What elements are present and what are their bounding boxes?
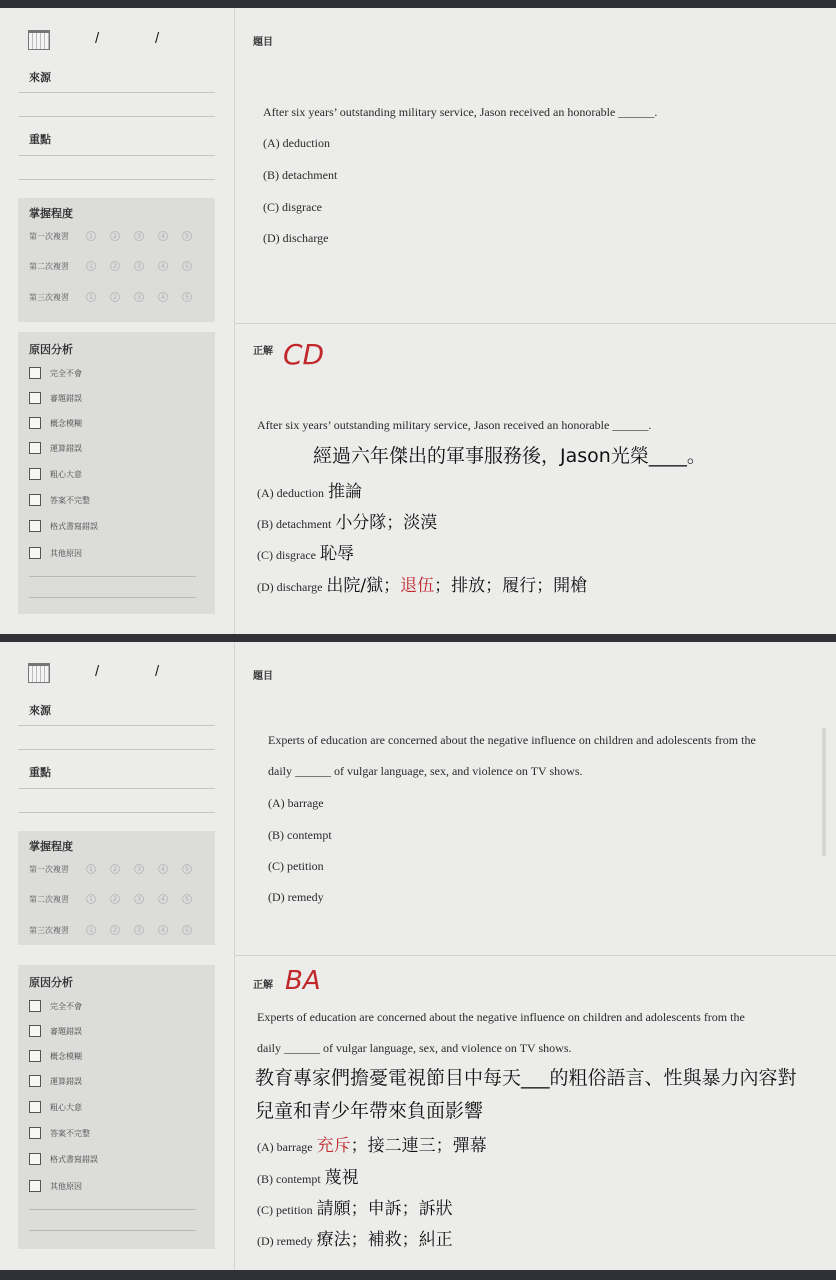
source-label: 來源	[29, 704, 51, 717]
reason-item[interactable]: 格式書寫錯誤	[29, 520, 98, 532]
level-3[interactable]: 3	[134, 864, 144, 874]
checkbox[interactable]	[29, 1000, 41, 1012]
reason-item[interactable]: 粗心大意	[29, 1101, 82, 1113]
level-2[interactable]: 2	[110, 231, 120, 241]
level-3[interactable]: 3	[134, 261, 144, 271]
handwritten-translation: 教育專家們擔憂電視節目中每天___的粗俗語言、性與暴力內容對兒童和青少年帶來負面影響	[255, 1067, 797, 1122]
reason-item[interactable]: 運算錯誤	[29, 442, 82, 454]
checkbox[interactable]	[29, 442, 41, 454]
level-5[interactable]: 5	[182, 864, 192, 874]
option: (C) disgrace	[263, 200, 322, 214]
level-3[interactable]: 3	[134, 231, 144, 241]
question-text: Experts of education are concerned about the negative influence on children and adolescents from the	[268, 733, 756, 747]
question-area	[235, 8, 836, 323]
handwritten-answer: CD	[283, 338, 325, 371]
answer-question-text: Experts of education are concerned about the negative influence on children and adolescents from the	[257, 1010, 745, 1024]
date-separator: /	[95, 663, 100, 680]
answer-label: 正解	[253, 346, 273, 357]
handwritten-translation: 經過六年傑出的軍事服務後，Jason光榮____。	[313, 445, 706, 467]
level-4[interactable]: 4	[158, 261, 168, 271]
answer-option: (D) remedy 療法；補救；糾正	[257, 1230, 453, 1250]
answer-option: (C) petition 請願；申訴；訴狀	[257, 1199, 453, 1219]
key-line[interactable]	[18, 179, 215, 180]
bottom-bar	[0, 1270, 836, 1280]
level-5[interactable]: 5	[182, 925, 192, 935]
analysis-panel	[18, 332, 215, 614]
level-3[interactable]: 3	[134, 894, 144, 904]
top-bar	[0, 0, 836, 8]
handwritten-note-highlight: 充斥	[316, 1136, 351, 1156]
handwritten-note: 小分隊；淡漠	[335, 513, 438, 533]
level-5[interactable]: 5	[182, 894, 192, 904]
review-row: 第三次複習 1 2 3 4 5	[29, 290, 206, 304]
handwritten-note: ；接二連三；彈幕	[350, 1136, 487, 1156]
checkbox[interactable]	[29, 1075, 41, 1087]
level-1[interactable]: 1	[86, 894, 96, 904]
level-1[interactable]: 1	[86, 925, 96, 935]
level-4[interactable]: 4	[158, 231, 168, 241]
question-label: 題目	[253, 37, 273, 48]
answer-option: (A) barrage 充斥；接二連三；彈幕	[257, 1136, 487, 1156]
level-3[interactable]: 3	[134, 925, 144, 935]
handwritten-note: ；排放；履行；開槍	[434, 576, 588, 596]
answer-option: (B) detachment 小分隊；淡漠	[257, 513, 438, 533]
answer-option: (C) disgrace 恥辱	[257, 544, 354, 564]
source-line[interactable]	[18, 116, 215, 117]
reason-item[interactable]: 答案不完整	[29, 494, 90, 506]
answer-label: 正解	[253, 980, 273, 991]
date-separator: /	[95, 30, 100, 47]
checkbox[interactable]	[29, 1050, 41, 1062]
checkbox[interactable]	[29, 392, 41, 404]
level-1[interactable]: 1	[86, 864, 96, 874]
answer-option: (B) contempt 蔑視	[257, 1168, 359, 1188]
reason-item[interactable]: 審題錯誤	[29, 392, 82, 404]
notes-line[interactable]	[29, 1230, 196, 1231]
handwritten-note-highlight: 退伍	[400, 576, 435, 596]
mastery-panel	[18, 198, 215, 322]
reason-item[interactable]: 其他原因	[29, 1180, 82, 1192]
reason-item[interactable]: 完全不會	[29, 1000, 82, 1012]
answer-area	[235, 956, 836, 1270]
level-2[interactable]: 2	[110, 261, 120, 271]
checkbox[interactable]	[29, 1025, 41, 1037]
question-label: 題目	[253, 671, 273, 682]
review-row: 第一次複習 1 2 3 4 5	[29, 229, 206, 243]
handwritten-note: 蔑視	[324, 1168, 359, 1188]
source-line[interactable]	[18, 749, 215, 750]
answer-option: (A) deduction 推論	[257, 482, 362, 502]
key-label: 重點	[29, 133, 51, 146]
level-5[interactable]: 5	[182, 231, 192, 241]
question-text: daily ______ of vulgar language, sex, and violence on TV shows.	[268, 764, 583, 778]
key-label: 重點	[29, 766, 51, 779]
separator-bar	[0, 634, 836, 642]
level-2[interactable]: 2	[110, 864, 120, 874]
key-line[interactable]	[18, 812, 215, 813]
checkbox[interactable]	[29, 520, 41, 532]
option: (D) discharge	[263, 231, 329, 245]
checkbox[interactable]	[29, 417, 41, 429]
level-5[interactable]: 5	[182, 292, 192, 302]
checkbox[interactable]	[29, 1101, 41, 1113]
checkbox[interactable]	[29, 367, 41, 379]
notes-line[interactable]	[29, 1209, 196, 1210]
analysis-title: 原因分析	[29, 976, 73, 989]
date-separator: /	[155, 30, 160, 47]
checkbox[interactable]	[29, 494, 41, 506]
answer-question-text: After six years’ outstanding military service, Jason received an honorable ______.	[257, 418, 652, 432]
level-2[interactable]: 2	[110, 894, 120, 904]
option: (B) contempt	[268, 828, 332, 842]
level-1[interactable]: 1	[86, 292, 96, 302]
mastery-title: 掌握程度	[29, 840, 73, 853]
level-1[interactable]: 1	[86, 231, 96, 241]
handwritten-note: 請願；申訴；訴狀	[316, 1199, 453, 1219]
checkbox[interactable]	[29, 1180, 41, 1192]
sidebar	[0, 8, 235, 634]
source-line[interactable]	[18, 725, 215, 726]
question-text: After six years’ outstanding military service, Jason received an honorable ______.	[263, 105, 658, 119]
review-row: 第一次複習 1 2 3 4 5	[29, 862, 206, 876]
level-4[interactable]: 4	[158, 925, 168, 935]
handwritten-note: 出院/獄；	[326, 576, 401, 596]
handwritten-note: 恥辱	[319, 544, 354, 564]
scrollbar[interactable]	[822, 728, 826, 856]
review-row: 第二次複習 1 2 3 4 5	[29, 892, 206, 906]
answer-question-text: daily ______ of vulgar language, sex, and violence on TV shows.	[257, 1041, 572, 1055]
level-2[interactable]: 2	[110, 292, 120, 302]
answer-option: (D) discharge 出院/獄；退伍；排放；履行；開槍	[257, 576, 588, 596]
reason-item[interactable]: 其他原因	[29, 547, 82, 559]
source-label: 來源	[29, 71, 51, 84]
mastery-title: 掌握程度	[29, 207, 73, 220]
option: (A) barrage	[268, 796, 324, 810]
level-1[interactable]: 1	[86, 261, 96, 271]
checkbox[interactable]	[29, 1153, 41, 1165]
reason-item[interactable]: 完全不會	[29, 367, 82, 379]
checkbox[interactable]	[29, 1127, 41, 1139]
reason-item[interactable]: 審題錯誤	[29, 1025, 82, 1037]
notes-line[interactable]	[29, 576, 196, 577]
review-row: 第二次複習 1 2 3 4 5	[29, 259, 206, 273]
reason-item[interactable]: 概念模糊	[29, 417, 82, 429]
calendar-icon[interactable]	[28, 30, 50, 50]
handwritten-answer: BA	[285, 966, 321, 996]
reason-item[interactable]: 概念模糊	[29, 1050, 82, 1062]
checkbox[interactable]	[29, 468, 41, 480]
reason-item[interactable]: 答案不完整	[29, 1127, 90, 1139]
analysis-title: 原因分析	[29, 343, 73, 356]
answer-area	[235, 324, 836, 634]
key-line[interactable]	[18, 155, 215, 156]
source-line[interactable]	[18, 92, 215, 93]
question-area	[235, 642, 836, 955]
notes-line[interactable]	[29, 597, 196, 598]
level-4[interactable]: 4	[158, 894, 168, 904]
key-line[interactable]	[18, 788, 215, 789]
mastery-panel	[18, 831, 215, 945]
review-row: 第三次複習 1 2 3 4 5	[29, 923, 206, 937]
date-separator: /	[155, 663, 160, 680]
level-3[interactable]: 3	[134, 292, 144, 302]
reason-item[interactable]: 運算錯誤	[29, 1075, 82, 1087]
handwritten-note: 療法；補救；糾正	[316, 1230, 453, 1250]
level-4[interactable]: 4	[158, 864, 168, 874]
checkbox[interactable]	[29, 547, 41, 559]
option: (D) remedy	[268, 890, 324, 904]
level-5[interactable]: 5	[182, 261, 192, 271]
option: (A) deduction	[263, 136, 330, 150]
reason-item[interactable]: 粗心大意	[29, 468, 82, 480]
option: (C) petition	[268, 859, 324, 873]
level-4[interactable]: 4	[158, 292, 168, 302]
option: (B) detachment	[263, 168, 338, 182]
calendar-icon[interactable]	[28, 663, 50, 683]
sidebar	[0, 642, 235, 1270]
reason-item[interactable]: 格式書寫錯誤	[29, 1153, 98, 1165]
handwritten-note: 推論	[327, 482, 362, 502]
analysis-panel	[18, 965, 215, 1249]
level-2[interactable]: 2	[110, 925, 120, 935]
